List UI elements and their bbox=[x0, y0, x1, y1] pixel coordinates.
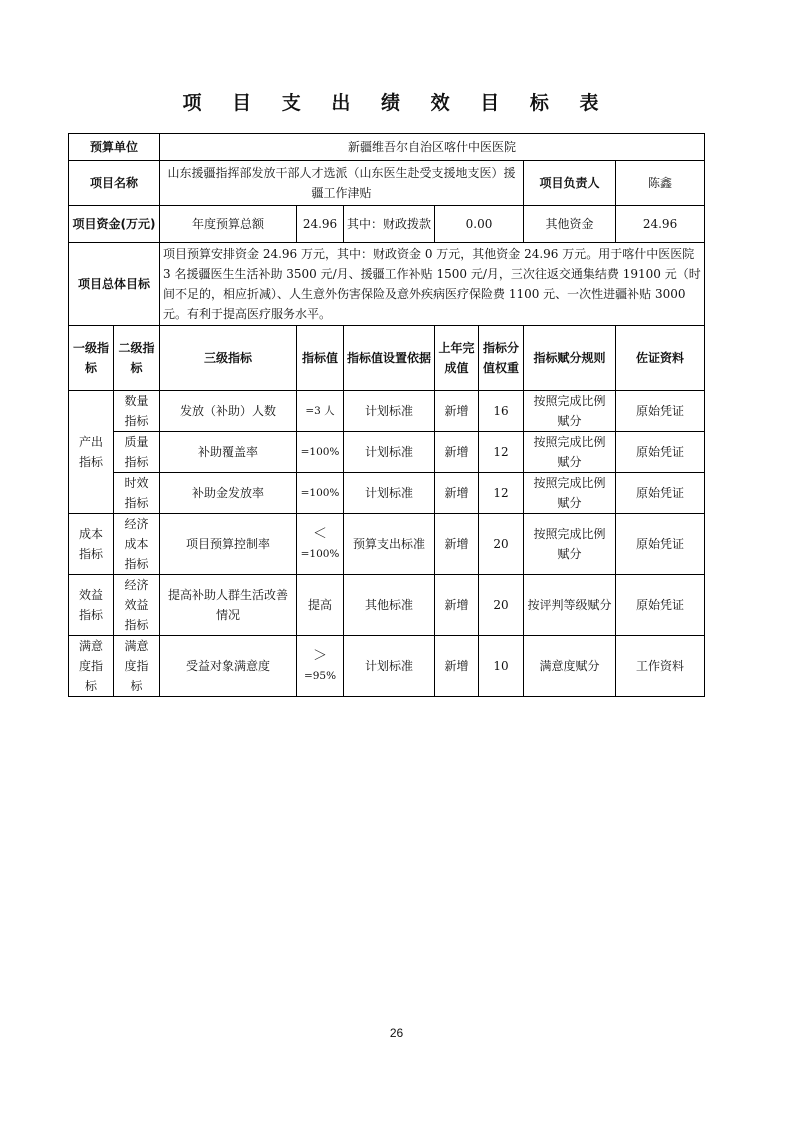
row-last-year: 新增 bbox=[435, 575, 479, 636]
row-last-year: 新增 bbox=[435, 432, 479, 473]
funds-row bbox=[69, 206, 705, 243]
annual-budget-value: 24.96 bbox=[297, 206, 344, 243]
row-rule: 按照完成比例赋分 bbox=[524, 391, 616, 432]
row-basis: 计划标准 bbox=[344, 636, 435, 697]
col-weight: 指标分值权重 bbox=[479, 326, 524, 391]
row-level3: 发放（补助）人数 bbox=[160, 391, 297, 432]
goal-text: 项目预算安排资金 24.96 万元，其中：财政资金 0 万元，其他资金 24.96 万元。用于喀什中医医院 3 名援疆医生生活补助 3500 元/月、援疆工作补贴 1500 元/月，三次往返交通集结费 19100 元（时间不足的，相应折减）、人生意外伤害保险及意外疾病医疗保险费 1100 元、一次性进疆补贴 3000 元。有利于提高医疗服务水平。 bbox=[160, 243, 705, 326]
row-level2: 时效指标 bbox=[114, 473, 160, 514]
row-rule: 按照完成比例赋分 bbox=[524, 514, 616, 575]
row-value-cell bbox=[297, 514, 344, 575]
funds-label: 项目资金(万元) bbox=[69, 206, 160, 243]
group-cost: 成本指标 bbox=[69, 514, 114, 575]
budget-unit-row bbox=[69, 134, 705, 161]
budget-unit-label: 预算单位 bbox=[69, 134, 160, 161]
col-basis: 指标值设置依据 bbox=[344, 326, 435, 391]
project-name-label: 项目名称 bbox=[69, 161, 160, 206]
row-level2: 经济成本指标 bbox=[114, 514, 160, 575]
row-value: =95% bbox=[303, 670, 337, 682]
row-weight: 10 bbox=[479, 636, 524, 697]
row-level2: 满意度指标 bbox=[114, 636, 160, 697]
row-last-year: 新增 bbox=[435, 636, 479, 697]
row-value-cell bbox=[297, 636, 344, 697]
col-last-year: 上年完成值 bbox=[435, 326, 479, 391]
row-value-symbol: ＜ bbox=[313, 526, 328, 542]
fiscal-label: 其中：财政拨款 bbox=[344, 206, 435, 243]
row-value: =3 人 bbox=[297, 391, 344, 432]
row-level3: 项目预算控制率 bbox=[160, 514, 297, 575]
table-row bbox=[69, 391, 705, 432]
row-rule: 按照完成比例赋分 bbox=[524, 432, 616, 473]
project-lead-value: 陈鑫 bbox=[616, 161, 705, 206]
row-weight: 20 bbox=[479, 575, 524, 636]
page-title: 项 目 支 出 绩 效 目 标 表 bbox=[182, 92, 611, 114]
row-basis: 计划标准 bbox=[344, 473, 435, 514]
row-evidence: 原始凭证 bbox=[616, 432, 705, 473]
other-funds-value: 24.96 bbox=[616, 206, 705, 243]
annual-budget-label: 年度预算总额 bbox=[160, 206, 297, 243]
row-level3: 受益对象满意度 bbox=[160, 636, 297, 697]
table-row bbox=[69, 514, 705, 575]
row-level2: 数量指标 bbox=[114, 391, 160, 432]
column-header-row bbox=[69, 326, 705, 391]
row-value: =100% bbox=[300, 548, 340, 560]
row-value-symbol: ＞ bbox=[313, 648, 328, 664]
row-basis: 计划标准 bbox=[344, 432, 435, 473]
col-evidence: 佐证资料 bbox=[616, 326, 705, 391]
row-rule: 按评判等级赋分 bbox=[524, 575, 616, 636]
row-evidence: 原始凭证 bbox=[616, 514, 705, 575]
row-evidence: 原始凭证 bbox=[616, 473, 705, 514]
row-weight: 20 bbox=[479, 514, 524, 575]
row-last-year: 新增 bbox=[435, 514, 479, 575]
row-weight: 12 bbox=[479, 473, 524, 514]
goal-row bbox=[69, 243, 705, 326]
col-level3: 三级指标 bbox=[160, 326, 297, 391]
row-value: 提高 bbox=[297, 575, 344, 636]
row-level3: 补助覆盖率 bbox=[160, 432, 297, 473]
table-row bbox=[69, 473, 705, 514]
project-name-row bbox=[69, 161, 705, 206]
row-last-year: 新增 bbox=[435, 473, 479, 514]
group-output: 产出指标 bbox=[69, 391, 114, 514]
group-benefit: 效益指标 bbox=[69, 575, 114, 636]
table-row bbox=[69, 432, 705, 473]
row-basis: 其他标准 bbox=[344, 575, 435, 636]
row-evidence: 原始凭证 bbox=[616, 575, 705, 636]
budget-unit-value: 新疆维吾尔自治区喀什中医医院 bbox=[160, 134, 705, 161]
col-level2: 二级指标 bbox=[114, 326, 160, 391]
row-basis: 计划标准 bbox=[344, 391, 435, 432]
performance-target-table bbox=[68, 133, 705, 697]
row-rule: 满意度赋分 bbox=[524, 636, 616, 697]
group-satisfaction: 满意度指标 bbox=[69, 636, 114, 697]
project-name-value: 山东援疆指挥部发放干部人才选派（山东医生赴受支援地支医）援疆工作津贴 bbox=[160, 161, 524, 206]
row-level3: 补助金发放率 bbox=[160, 473, 297, 514]
row-value: =100% bbox=[297, 473, 344, 514]
col-value: 指标值 bbox=[297, 326, 344, 391]
col-rule: 指标赋分规则 bbox=[524, 326, 616, 391]
col-level1: 一级指标 bbox=[69, 326, 114, 391]
project-lead-label: 项目负责人 bbox=[524, 161, 616, 206]
other-funds-label: 其他资金 bbox=[524, 206, 616, 243]
row-last-year: 新增 bbox=[435, 391, 479, 432]
row-weight: 16 bbox=[479, 391, 524, 432]
page-number: 26 bbox=[389, 1026, 404, 1040]
fiscal-value: 0.00 bbox=[435, 206, 524, 243]
row-level2: 经济效益指标 bbox=[114, 575, 160, 636]
row-basis: 预算支出标准 bbox=[344, 514, 435, 575]
row-evidence: 工作资料 bbox=[616, 636, 705, 697]
row-value: =100% bbox=[297, 432, 344, 473]
goal-label: 项目总体目标 bbox=[69, 243, 160, 326]
table-row bbox=[69, 575, 705, 636]
row-evidence: 原始凭证 bbox=[616, 391, 705, 432]
table-row bbox=[69, 636, 705, 697]
row-level3: 提高补助人群生活改善情况 bbox=[160, 575, 297, 636]
row-rule: 按照完成比例赋分 bbox=[524, 473, 616, 514]
row-weight: 12 bbox=[479, 432, 524, 473]
row-level2: 质量指标 bbox=[114, 432, 160, 473]
